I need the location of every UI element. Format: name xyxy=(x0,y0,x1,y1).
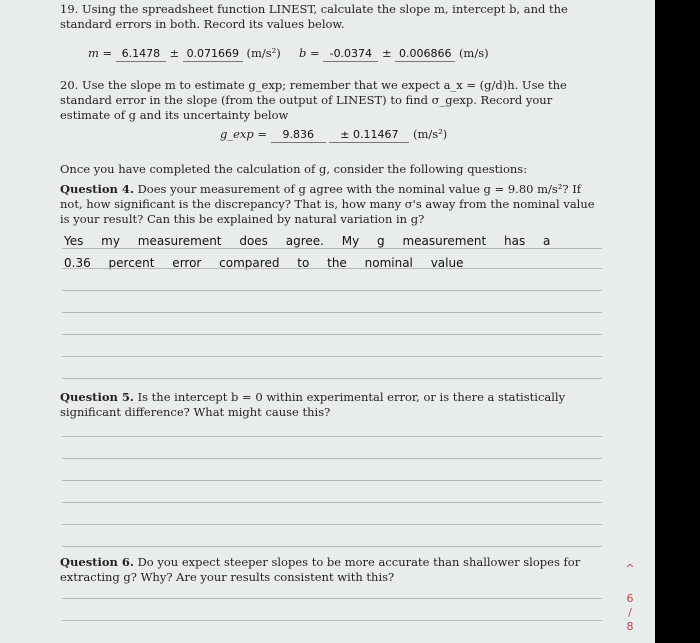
g-error[interactable]: ± 0.11467 xyxy=(329,127,409,143)
answer-line xyxy=(62,356,602,357)
answer-line xyxy=(62,598,602,599)
q19-text: 19. Using the spreadsheet function LINEST, calculate the slope m, intercept b, and the standard errors in both. Record its values below. xyxy=(60,2,568,31)
page-current: 6 xyxy=(626,592,634,605)
q4-answer-line-1[interactable]: Yes my measurement does agree. My g measurement has a xyxy=(64,234,551,248)
page-total: 8 xyxy=(626,620,634,633)
intro-text: Once you have completed the calculation of g, consider the following questions: xyxy=(60,162,528,176)
q6-title: Question 6. xyxy=(60,555,134,569)
m-value[interactable]: 6.1478 xyxy=(116,46,166,62)
page-separator: / xyxy=(628,606,632,619)
g-label: g_exp = xyxy=(220,127,268,141)
q4-title: Question 4. xyxy=(60,182,134,196)
q5-text xyxy=(60,390,605,420)
q4-answer-line-2[interactable]: 0.36 percent error compared to the nominal value xyxy=(64,256,464,270)
q6-text xyxy=(60,555,605,585)
m-label: m = xyxy=(88,46,113,60)
answer-line xyxy=(62,312,602,313)
b-error[interactable]: 0.006866 xyxy=(395,46,455,62)
pm2: ± xyxy=(381,46,392,60)
q5-body: Is the intercept b = 0 within experimental error, or is there a statistically significant difference? What might cause this? xyxy=(60,390,566,419)
q4-body: Does your measurement of g agree with the nominal value g = 9.80 m/s²? If not, how significant is the discrepancy? That is, how many σ's away from the nominal value is your result? Can this be explained by natural variation in g? xyxy=(60,182,595,226)
q20-text: 20. Use the slope m to estimate g_exp; remember that we expect a_x = (g/d)h. Use the standard error in the slope (from the output of LINEST) to find σ_gexp. Record your estimate of g and its uncertainty below xyxy=(60,78,567,122)
answer-line xyxy=(62,436,602,437)
q20-values xyxy=(220,127,700,143)
answer-line xyxy=(62,620,602,621)
page-up-icon[interactable]: ^ xyxy=(625,562,635,575)
b-unit: (m/s) xyxy=(458,46,489,60)
m-error[interactable]: 0.071669 xyxy=(183,46,243,62)
answer-line xyxy=(62,334,602,335)
answer-line xyxy=(62,378,602,379)
answer-line xyxy=(62,546,602,547)
g-unit: (m/s²) xyxy=(413,127,448,141)
answer-line xyxy=(62,268,602,269)
q6-body: Do you expect steeper slopes to be more accurate than shallower slopes for extracting g? Why? Are your results consistent with this? xyxy=(60,555,581,584)
answer-line xyxy=(62,248,602,249)
pm: ± xyxy=(169,46,180,60)
q5-title: Question 5. xyxy=(60,390,134,404)
answer-line xyxy=(62,502,602,503)
q19-values xyxy=(88,46,633,62)
b-value[interactable]: -0.0374 xyxy=(323,46,378,62)
answer-line xyxy=(62,458,602,459)
m-unit: (m/s²) xyxy=(246,46,281,60)
b-label: b = xyxy=(299,46,320,60)
answer-line xyxy=(62,524,602,525)
q4-text xyxy=(60,182,605,227)
answer-line xyxy=(62,480,602,481)
answer-line xyxy=(62,290,602,291)
g-value[interactable]: 9.836 xyxy=(271,127,326,143)
